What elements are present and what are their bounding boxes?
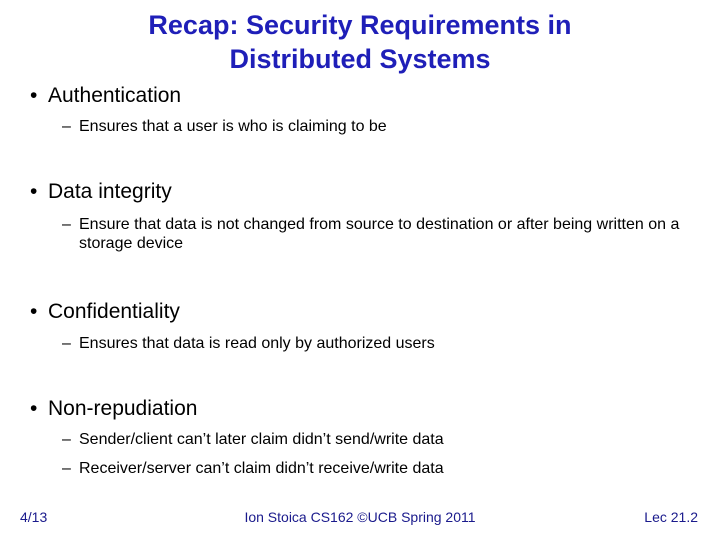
subbullet-text: Sender/client can’t later claim didn’t send/write data xyxy=(79,431,444,448)
subbullet-non-repudiation-1 xyxy=(62,430,682,449)
subbullet-text: Ensure that data is not changed from source to destination or after being written on a storage device xyxy=(79,216,680,252)
subbullet-data-integrity-1 xyxy=(62,215,687,253)
subbullet-marker: – xyxy=(62,118,71,135)
footer-date: 4/13 xyxy=(20,509,48,525)
subbullet-text: Receiver/server can’t claim didn’t receive/write data xyxy=(79,460,444,477)
bullet-non-repudiation xyxy=(30,396,197,422)
subbullet-marker: – xyxy=(62,335,71,352)
bullet-authentication xyxy=(30,83,181,109)
footer-course: Ion Stoica CS162 ©UCB Spring 2011 xyxy=(244,509,476,525)
bullet-confidentiality xyxy=(30,299,180,325)
bullet-text: Authentication xyxy=(48,84,182,107)
subbullet-marker: – xyxy=(62,431,71,448)
bullet-marker: • xyxy=(30,397,38,420)
bullet-marker: • xyxy=(30,180,38,203)
slide-title xyxy=(0,8,720,76)
bullet-marker: • xyxy=(30,84,38,107)
slide-title-line-2: Distributed Systems xyxy=(229,44,491,74)
subbullet-non-repudiation-2 xyxy=(62,459,682,478)
subbullet-marker: – xyxy=(62,460,71,477)
bullet-text: Confidentiality xyxy=(48,300,180,323)
subbullet-confidentiality-1 xyxy=(62,334,682,353)
bullet-text: Data integrity xyxy=(48,180,172,203)
subbullet-marker: – xyxy=(62,216,71,233)
footer-page-number: Lec 21.2 xyxy=(644,509,698,525)
subbullet-text: Ensures that a user is who is claiming to be xyxy=(79,118,387,135)
slide-title-line-1: Recap: Security Requirements in xyxy=(148,10,572,40)
bullet-marker: • xyxy=(30,300,38,323)
bullet-data-integrity xyxy=(30,179,172,205)
subbullet-text: Ensures that data is read only by authorized users xyxy=(79,335,435,352)
subbullet-authentication-1 xyxy=(62,117,662,136)
bullet-text: Non-repudiation xyxy=(48,397,198,420)
